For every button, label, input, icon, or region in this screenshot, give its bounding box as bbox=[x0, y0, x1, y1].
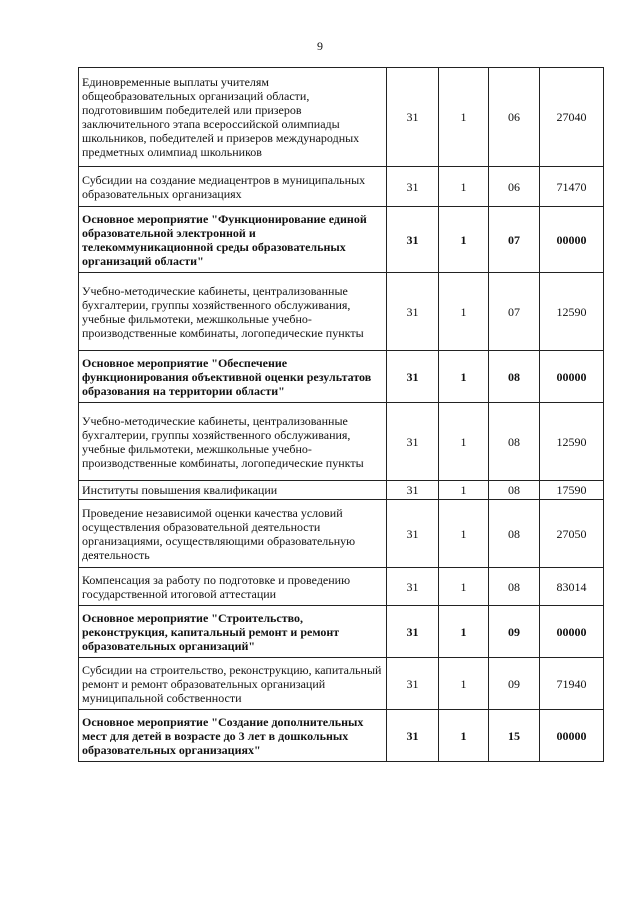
row-name: Субсидии на создание медиацентров в муниципальных образовательных организациях bbox=[79, 167, 387, 207]
activity-code: 07 bbox=[489, 273, 540, 351]
program-code: 31 bbox=[387, 500, 439, 568]
direction-code: 17590 bbox=[540, 481, 604, 500]
direction-code: 71470 bbox=[540, 167, 604, 207]
row-name: Основное мероприятие "Обеспечение функционирования объективной оценки результатов образования на территории области" bbox=[79, 351, 387, 403]
table-row bbox=[79, 500, 604, 568]
program-code: 31 bbox=[387, 351, 439, 403]
program-code: 31 bbox=[387, 606, 439, 658]
activity-code: 06 bbox=[489, 167, 540, 207]
row-name: Единовременные выплаты учителям общеобразовательных организаций области, подготовившим победителей или призеров заключительного этапа всероссийской олимпиады школьников, победителей и призеров международных предметных олимпиад школьников bbox=[79, 68, 387, 167]
activity-code: 08 bbox=[489, 481, 540, 500]
direction-code: 27040 bbox=[540, 68, 604, 167]
table-row bbox=[79, 481, 604, 500]
subprogram-code: 1 bbox=[439, 710, 489, 762]
direction-code: 83014 bbox=[540, 568, 604, 606]
table-row bbox=[79, 606, 604, 658]
direction-code: 12590 bbox=[540, 273, 604, 351]
direction-code: 00000 bbox=[540, 710, 604, 762]
activity-code: 08 bbox=[489, 351, 540, 403]
table-row bbox=[79, 351, 604, 403]
table-row bbox=[79, 658, 604, 710]
row-name: Учебно-методические кабинеты, централизованные бухгалтерии, группы хозяйственного обслуживания, учебные фильмотеки, межшкольные учебно-производственные комбинаты, логопедические пункты bbox=[79, 273, 387, 351]
program-code: 31 bbox=[387, 68, 439, 167]
subprogram-code: 1 bbox=[439, 481, 489, 500]
subprogram-code: 1 bbox=[439, 167, 489, 207]
subprogram-code: 1 bbox=[439, 568, 489, 606]
program-code: 31 bbox=[387, 481, 439, 500]
row-name: Основное мероприятие "Функционирование единой образовательной электронной и телекоммуникационной среды образовательных организаций области" bbox=[79, 207, 387, 273]
row-name: Субсидии на строительство, реконструкцию, капитальный ремонт и ремонт образовательных организаций муниципальной собственности bbox=[79, 658, 387, 710]
direction-code: 00000 bbox=[540, 351, 604, 403]
budget-classification-table bbox=[78, 67, 604, 762]
direction-code: 00000 bbox=[540, 207, 604, 273]
program-code: 31 bbox=[387, 403, 439, 481]
program-code: 31 bbox=[387, 568, 439, 606]
program-code: 31 bbox=[387, 207, 439, 273]
table-row bbox=[79, 568, 604, 606]
row-name: Проведение независимой оценки качества условий осуществления образовательной деятельности организациями, осуществляющими образовательную деятельность bbox=[79, 500, 387, 568]
table-row bbox=[79, 403, 604, 481]
subprogram-code: 1 bbox=[439, 68, 489, 167]
page-number: 9 bbox=[317, 39, 323, 53]
activity-code: 15 bbox=[489, 710, 540, 762]
activity-code: 08 bbox=[489, 568, 540, 606]
subprogram-code: 1 bbox=[439, 658, 489, 710]
direction-code: 27050 bbox=[540, 500, 604, 568]
row-name: Основное мероприятие "Строительство, реконструкция, капитальный ремонт и ремонт образовательных организаций" bbox=[79, 606, 387, 658]
program-code: 31 bbox=[387, 710, 439, 762]
direction-code: 71940 bbox=[540, 658, 604, 710]
activity-code: 08 bbox=[489, 500, 540, 568]
table-row bbox=[79, 273, 604, 351]
subprogram-code: 1 bbox=[439, 500, 489, 568]
program-code: 31 bbox=[387, 658, 439, 710]
row-name: Институты повышения квалификации bbox=[79, 481, 387, 500]
activity-code: 07 bbox=[489, 207, 540, 273]
subprogram-code: 1 bbox=[439, 606, 489, 658]
table-row bbox=[79, 68, 604, 167]
table-row bbox=[79, 710, 604, 762]
direction-code: 00000 bbox=[540, 606, 604, 658]
subprogram-code: 1 bbox=[439, 207, 489, 273]
subprogram-code: 1 bbox=[439, 351, 489, 403]
table-row bbox=[79, 207, 604, 273]
row-name: Учебно-методические кабинеты, централизованные бухгалтерии, группы хозяйственного обслуживания, учебные фильмотеки, межшкольные учебно-производственные комбинаты, логопедические пункты bbox=[79, 403, 387, 481]
activity-code: 09 bbox=[489, 606, 540, 658]
subprogram-code: 1 bbox=[439, 273, 489, 351]
subprogram-code: 1 bbox=[439, 403, 489, 481]
program-code: 31 bbox=[387, 273, 439, 351]
activity-code: 09 bbox=[489, 658, 540, 710]
activity-code: 08 bbox=[489, 403, 540, 481]
direction-code: 12590 bbox=[540, 403, 604, 481]
row-name: Компенсация за работу по подготовке и проведению государственной итоговой аттестации bbox=[79, 568, 387, 606]
table-row bbox=[79, 167, 604, 207]
program-code: 31 bbox=[387, 167, 439, 207]
row-name: Основное мероприятие "Создание дополнительных мест для детей в возрасте до 3 лет в дошкольных образовательных организациях" bbox=[79, 710, 387, 762]
activity-code: 06 bbox=[489, 68, 540, 167]
